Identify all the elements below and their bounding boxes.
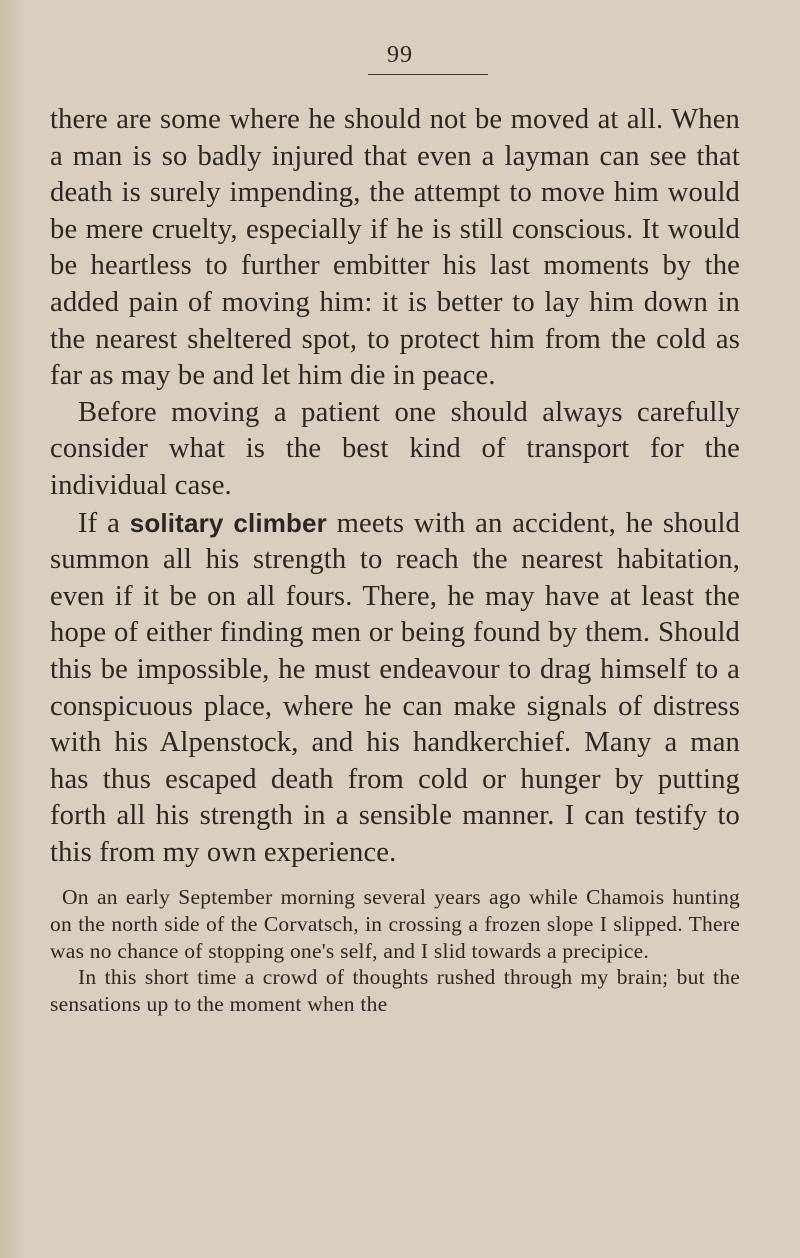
paragraph-2: Before moving a patient one should always carefully consider what is the best kind of transport for the individual case.	[50, 396, 740, 501]
page-number: 99	[387, 42, 413, 68]
large-text-section	[50, 102, 740, 871]
page-edge-shadow	[0, 0, 26, 1258]
small-text-section	[50, 884, 740, 1017]
paragraph-3-start: If a	[78, 507, 130, 539]
highlighted-phrase: solitary climber	[129, 507, 327, 538]
small-paragraph-2: In this short time a crowd of thoughts rushed through my brain; but the sensations up to the moment when the	[50, 965, 740, 1016]
body-text	[50, 102, 740, 1017]
paragraph-1: there are some where he should not be moved at all. When a man is so badly injured that even a layman can see that death is surely impending, the attempt to move him would be mere cruelty, especially if he is still conscious. It would be heartless to further embitter his last moments by the added pain of moving him: it is better to lay him down in the nearest sheltered spot, to protect him from the cold as far as may be and let him die in peace.	[50, 104, 740, 392]
paragraph-3	[50, 505, 740, 872]
paragraph-3-rest: meets with an accident, he should summon all his strength to reach the nearest habitation, even if it be on all fours. There, he may have at least the hope of either finding men or being found by them. Should this be impossible, he must endeavour to drag himself to a conspicuous place, where he can make signals of distress with his Alpenstock, and his handkerchief. Many a man has thus escaped death from cold or hunger by putting forth all his strength in a sensible manner. I can testify to this from my own experience.	[50, 507, 740, 868]
header-rule	[368, 74, 488, 75]
small-paragraph-1: On an early September morning several years ago while Chamois hunting on the north side of the Corvatsch, in crossing a frozen slope I slipped. There was no chance of stopping one's self, and I slid towards a precipice.	[50, 885, 740, 963]
